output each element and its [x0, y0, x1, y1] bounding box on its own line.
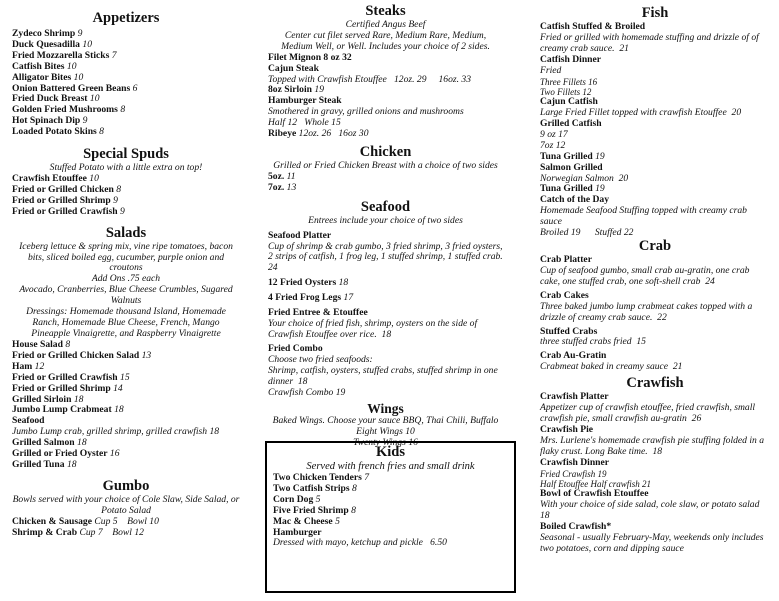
item-name: Tuna Grilled	[540, 183, 593, 195]
crawfish-pie-text: Mrs. Lurlene's homemade crawfish pie stuffing folded in a flaky crust. Long Bake time.	[540, 434, 765, 457]
crawfish-bowl-price: 18	[540, 509, 550, 521]
fried-entree-name: Fried Entree & Etouffee	[268, 307, 368, 319]
seafood-subtitle: Entrees include your choice of two sides	[308, 214, 463, 226]
appetizers-heading: Appetizers	[92, 10, 160, 26]
stuffed-crabs-desc	[540, 337, 770, 348]
item-price: 12	[34, 360, 45, 372]
crawfish-dinner-half: Half Etouffee Half crawfish 21	[540, 478, 651, 489]
item-price: 18	[73, 393, 84, 405]
item-price: 6.50	[430, 537, 447, 549]
seafood-salad-desc: Jumbo Lump crab, grilled shrimp, grilled crawfish	[12, 426, 208, 438]
cajun-catfish-name: Cajun Catfish	[540, 96, 598, 108]
menu-item	[268, 129, 503, 140]
catch-of-day-desc: Homemade Seafood Stuffing topped with creamy crab sauce	[540, 205, 747, 228]
menu-item	[268, 183, 503, 194]
menu-item	[273, 517, 508, 528]
item-price: 7	[111, 49, 117, 61]
item-price: 16	[109, 448, 120, 460]
item-name: Alligator Bites	[12, 71, 72, 83]
cajun-steak-topping: Topped with Crawfish Etouffee	[268, 73, 387, 85]
fish-heading: Fish	[641, 5, 669, 21]
item-name: Two Chicken Tenders	[273, 471, 362, 483]
item-price: 12oz. 29	[393, 73, 427, 85]
item-name: 8oz Sirloin	[268, 84, 312, 96]
grilled-catfish-name: Grilled Catfish	[540, 117, 602, 129]
grilled-catfish-7oz: 7oz 12	[540, 139, 566, 151]
kids-menu-box	[265, 441, 516, 593]
wings-eight: Eight Wings 10	[356, 426, 415, 438]
item-price: 8	[116, 183, 122, 195]
item-name: Fried or Grilled Crawfish	[12, 205, 118, 217]
chicken-description: Grilled or Fried Chicken Breast with a choice of two sides	[273, 160, 498, 172]
item-name: Hot Spinach Dip	[12, 115, 81, 127]
item-price: Whole 15	[304, 117, 341, 129]
crab-augratin-desc	[540, 362, 770, 373]
salmon-name: Salmon Grilled	[540, 161, 603, 173]
steaks-subtitle: Certified Angus Beef	[345, 18, 426, 30]
kids-hamburger-text: Dressed with mayo, ketchup and pickle	[273, 537, 423, 549]
catfish-stuffed-desc	[540, 33, 770, 55]
fried-combo-desc	[268, 366, 503, 388]
item-price: 26	[691, 412, 702, 424]
item-price: 18	[297, 375, 308, 387]
crawfish-platter-text: Appetizer cup of crawfish etouffee, fried crawfish, small crawfish pie, small crawfish au-gratin	[540, 402, 756, 424]
kids-hamburger-desc	[273, 538, 508, 549]
fried-entree-text: Your choice of fried fish, shrimp, oysters on the side of Crawfish Etouffee over rice.	[268, 318, 478, 341]
fried-combo-text: Shrimp, catfish, oysters, stuffed crabs, stuffed shrimp in one dinner	[268, 364, 498, 387]
item-price: 6	[132, 82, 138, 94]
item-price: 8	[352, 482, 357, 494]
item-price: 11	[286, 170, 296, 182]
item-price: 16oz 30	[338, 128, 369, 140]
item-cup-price: Cup 5	[94, 515, 118, 527]
item-price: 20	[618, 172, 629, 184]
item-name: Two Catfish Strips	[273, 482, 350, 494]
spuds-list	[12, 174, 240, 218]
item-price: 21	[672, 361, 683, 373]
grilled-catfish-9oz: 9 oz 17	[540, 128, 568, 140]
crawfish-platter-name: Crawfish Platter	[540, 391, 609, 403]
item-name: Ribeye	[268, 128, 297, 140]
item-name: Golden Fried Mushrooms	[12, 104, 118, 116]
item-price: 19	[595, 183, 605, 195]
crab-heading: Crab	[638, 238, 672, 255]
item-name: Fried Mozzarella Sticks	[12, 49, 110, 61]
stuffed-crabs-name: Stuffed Crabs	[540, 325, 598, 337]
fried-entree-desc	[268, 319, 503, 341]
seafood-platter-name: Seafood Platter	[268, 229, 332, 241]
appetizers-list	[12, 29, 240, 138]
gumbo-list	[12, 517, 240, 539]
kids-heading: Kids	[375, 444, 405, 460]
filet-mignon: Filet Mignon 8 oz 32	[268, 51, 352, 63]
stuffed-crabs-text: three stuffed crabs fried	[540, 336, 632, 348]
crawfish-platter-desc	[540, 403, 770, 425]
menu-item	[268, 278, 503, 289]
menu-item	[268, 172, 503, 183]
menu-item	[12, 351, 240, 362]
item-price: 7	[364, 471, 370, 483]
item-name: Seafood	[12, 415, 45, 427]
item-price: 15	[120, 371, 130, 383]
item-price: 18	[652, 445, 663, 457]
item-name: Shrimp & Crab	[12, 526, 78, 538]
salads-description: Iceberg lettuce & spring mix, vine ripe tomatoes, bacon bits, sliced boiled egg, cucumber, purple onion and croutons	[19, 240, 233, 274]
menu-column-left	[12, 0, 240, 539]
hamburger-steak-desc: Smothered in gravy, grilled onions and mushrooms	[268, 106, 464, 118]
item-bowl-price: Bowl 10	[127, 515, 159, 527]
item-name: 7oz.	[268, 181, 285, 193]
item-name: Catfish Bites	[12, 60, 65, 72]
item-price: 18	[66, 459, 77, 471]
item-name: 5oz.	[268, 170, 285, 182]
item-price: 18	[114, 404, 124, 416]
item-name: Grilled Tuna	[12, 459, 65, 471]
catfish-dinner-sub: Fried	[540, 64, 562, 76]
item-price: 20	[731, 106, 742, 118]
steaks-description: Center cut filet served Rare, Medium Rare, Medium, Medium Well, or Well. Includes your choice of 2 sides.	[281, 29, 490, 52]
item-name: Grilled or Fried Oyster	[12, 448, 108, 460]
menu-item	[540, 152, 770, 163]
item-price: 8	[99, 126, 104, 138]
seafood-platter-desc	[268, 242, 503, 275]
crab-cakes-desc	[540, 302, 770, 324]
crab-platter-name: Crab Platter	[540, 253, 592, 265]
item-name: Fried or Grilled Crawfish	[12, 371, 118, 383]
item-price: 10	[66, 60, 77, 72]
item-name: Five Fried Shrimp	[273, 504, 349, 516]
item-price: Stuffed 22	[594, 227, 634, 239]
catch-of-day-name: Catch of the Day	[540, 194, 610, 206]
crawfish-pie-desc	[540, 436, 770, 458]
kids-subtitle: Served with french fries and small drink	[306, 460, 475, 472]
menu-column-right	[540, 0, 770, 555]
item-price: 10	[73, 71, 84, 83]
hamburger-steak-name: Hamburger Steak	[268, 95, 342, 107]
menu-item	[12, 528, 240, 539]
salads-heading: Salads	[105, 224, 147, 241]
menu-column-middle	[268, 0, 503, 449]
wings-description: Baked Wings. Choose your sauce BBQ, Thai Chili, Buffalo	[272, 415, 499, 427]
item-price: 24	[705, 275, 715, 287]
cajun-steak-name: Cajun Steak	[268, 62, 319, 74]
cajun-catfish-text: Large Fried Fillet topped with crawfish Etouffee	[540, 106, 727, 118]
fried-combo-sub: Choose two fried seafoods:	[268, 353, 373, 365]
item-price: 24	[268, 262, 278, 274]
item-price: 5	[315, 493, 321, 505]
item-name: Grilled Sirloin	[12, 393, 72, 405]
menu-item	[268, 293, 503, 304]
item-name: Duck Quesadilla	[12, 38, 80, 50]
item-price: 9	[77, 27, 83, 39]
crab-cakes-text: Three baked jumbo lump crabmeat cakes topped with a drizzle of creamy crab sauce.	[540, 300, 753, 323]
item-name: 4 Fried Frog Legs	[268, 292, 342, 304]
item-name: Zydeco Shrimp	[12, 27, 76, 39]
item-price: 10	[82, 38, 92, 50]
spuds-heading: Special Spuds	[83, 146, 169, 163]
wings-heading: Wings	[367, 400, 404, 416]
menu-item	[12, 207, 240, 218]
item-name: Loaded Potato Skins	[12, 126, 97, 138]
item-bowl-price: Bowl 12	[112, 526, 144, 538]
crab-cakes-name: Crab Cakes	[540, 289, 589, 301]
item-price: Broiled 19	[540, 227, 581, 239]
chicken-heading: Chicken	[359, 144, 412, 161]
item-price: 9	[82, 115, 88, 127]
item-name: Jumbo Lump Crabmeat	[12, 404, 112, 416]
crawfish-heading: Crawfish	[626, 375, 684, 392]
crawfish-combo: Crawfish Combo 19	[268, 386, 346, 398]
salads-list	[12, 340, 240, 471]
gumbo-description: Bowls served with your choice of Cole Slaw, Side Salad, or Potato Salad	[12, 493, 240, 516]
item-name: Grilled Salmon	[12, 437, 75, 449]
steaks-heading: Steaks	[365, 3, 406, 19]
item-name: 12 Fried Oysters	[268, 277, 337, 289]
item-name: Ham	[12, 360, 33, 372]
item-price: Half 12	[268, 117, 298, 129]
item-name: Mac & Cheese	[273, 515, 333, 527]
crawfish-pie-name: Crawfish Pie	[540, 423, 594, 435]
catfish-dinner-name: Catfish Dinner	[540, 53, 602, 65]
item-price: 8	[120, 104, 126, 116]
salads-addons-label: Add Ons .75 each	[91, 273, 161, 285]
item-price: 15	[636, 336, 646, 348]
item-name: Corn Dog	[273, 493, 314, 505]
item-price: 13	[286, 181, 297, 193]
item-cup-price: Cup 7	[79, 526, 103, 538]
item-name: Tuna Grilled	[540, 150, 593, 162]
item-name: Fried or Grilled Chicken	[12, 183, 114, 195]
salads-addons: Avocado, Cranberries, Blue Cheese Crumbles, Sugared Walnuts	[19, 284, 233, 307]
item-price: 21	[619, 42, 629, 54]
kids-hamburger-name: Hamburger	[273, 526, 322, 538]
crawfish-bowl-desc: With your choice of side salad, cole slaw, or potato salad	[540, 499, 760, 510]
item-price: 22	[657, 311, 667, 323]
item-price: 5	[335, 515, 340, 527]
fried-combo-name: Fried Combo	[268, 342, 323, 354]
wings-twenty: Twenty Wings 16	[353, 437, 418, 449]
item-price: 19	[314, 84, 324, 96]
menu-item	[12, 127, 240, 138]
crawfish-dinner-fried: Fried Crawfish 19	[540, 468, 607, 479]
item-price: 16oz. 33	[438, 73, 472, 85]
item-price: 9	[120, 205, 125, 217]
item-price: 14	[113, 382, 123, 394]
salmon-text: Norwegian Salmon	[540, 172, 614, 184]
gumbo-heading: Gumbo	[102, 478, 150, 494]
item-name: House Salad	[12, 338, 63, 350]
item-name: Crawfish Etouffee	[12, 173, 87, 185]
crawfish-dinner-name: Crawfish Dinner	[540, 456, 610, 468]
catfish-dinner-three: Three Fillets 16	[540, 76, 598, 87]
crab-platter-text: Cup of seafood gumbo, small crab au-gratin, one crab cake, one stuffed crab, one soft-shell crab	[540, 264, 750, 287]
catfish-dinner-two: Two Fillets 12	[540, 86, 592, 97]
item-name: Onion Battered Green Beans	[12, 82, 131, 94]
spuds-subtitle: Stuffed Potato with a little extra on top!	[49, 162, 203, 174]
item-price: 8	[65, 338, 71, 350]
catfish-stuffed-text: Fried or grilled with homemade stuffing and drizzle of of creamy crab sauce.	[540, 31, 759, 54]
item-price: 18	[209, 426, 220, 438]
seafood-platter-text: Cup of shrimp & crab gumbo, 3 fried shrimp, 3 fried oysters, 2 strips of catfish, 1 frog leg, 1 stuffed shrimp, 1 stuffed crab.	[268, 240, 503, 263]
crawfish-bowl-name: Bowl of Crawfish Etouffee	[540, 488, 649, 500]
item-price: 12oz. 26	[298, 128, 332, 140]
item-price: 17	[343, 292, 354, 304]
item-price: 18	[381, 329, 392, 341]
boiled-crawfish-name: Boiled Crawfish*	[540, 520, 612, 532]
item-name: Fried or Grilled Shrimp	[12, 194, 111, 206]
item-price: 10	[89, 173, 99, 185]
item-price: 8	[351, 504, 356, 516]
boiled-crawfish-desc: Seasonal - usually February-May, weekends only includes two potatoes, corn and dipping sauce	[540, 531, 764, 554]
catfish-stuffed-name: Catfish Stuffed & Broiled	[540, 20, 646, 32]
menu-item	[12, 460, 240, 471]
item-price: 18	[77, 437, 87, 449]
seafood-heading: Seafood	[360, 198, 411, 215]
item-price: 13	[141, 349, 152, 361]
salads-dressings: Dressings: Homemade thousand Island, Homemade Ranch, Homemade Blue Cheese, French, Mango Pineapple Vinaigrette, and Raspberry Vinaigrette	[26, 306, 226, 340]
item-price: 10	[89, 93, 100, 105]
item-name: Chicken & Sausage	[12, 515, 92, 527]
item-name: Fried Duck Breast	[12, 93, 88, 105]
item-price: 19	[595, 150, 605, 162]
item-price: 9	[113, 194, 118, 206]
item-name: Fried or Grilled Shrimp	[12, 382, 111, 394]
crab-platter-desc	[540, 266, 770, 288]
item-name: Fried or Grilled Chicken Salad	[12, 349, 140, 361]
crab-augratin-name: Crab Au-Gratin	[540, 350, 607, 362]
crab-augratin-text: Crabmeat baked in creamy sauce	[540, 361, 669, 373]
item-price: 18	[338, 277, 349, 289]
menu-item	[12, 405, 240, 416]
